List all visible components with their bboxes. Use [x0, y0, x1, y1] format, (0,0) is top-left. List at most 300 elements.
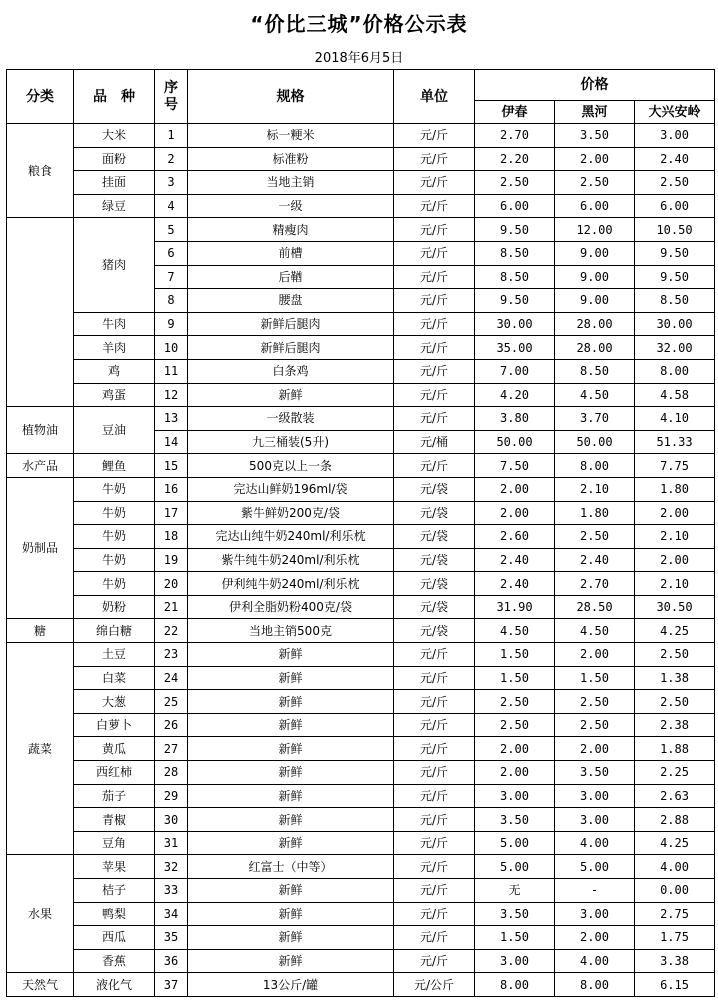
price-heihe-cell: 2.50 — [555, 525, 635, 549]
spec-cell: 红富士（中等） — [188, 855, 394, 879]
variety-cell: 牛肉 — [74, 312, 155, 336]
price-yichun-cell: 无 — [475, 879, 555, 903]
variety-cell: 青椒 — [74, 808, 155, 832]
price-heihe-cell: 9.00 — [555, 289, 635, 313]
price-yichun-cell: 8.50 — [475, 241, 555, 265]
seq-cell: 18 — [155, 525, 188, 549]
header-unit: 单位 — [394, 70, 475, 124]
price-daxinganling-cell: 2.88 — [635, 808, 715, 832]
price-heihe-cell: 2.70 — [555, 572, 635, 596]
unit-cell: 元/袋 — [394, 477, 475, 501]
seq-cell: 14 — [155, 430, 188, 454]
header-city-1: 伊春 — [475, 101, 555, 124]
spec-cell: 九三桶装(5升) — [188, 430, 394, 454]
price-heihe-cell: 4.00 — [555, 831, 635, 855]
price-daxinganling-cell: 6.00 — [635, 194, 715, 218]
variety-cell: 牛奶 — [74, 477, 155, 501]
price-heihe-cell: 3.00 — [555, 784, 635, 808]
page-title: “价比三城”价格公示表 — [250, 12, 468, 36]
price-yichun-cell: 31.90 — [475, 595, 555, 619]
variety-cell: 挂面 — [74, 171, 155, 195]
category-cell: 蔬菜 — [7, 643, 74, 855]
spec-cell: 新鲜 — [188, 643, 394, 667]
price-yichun-cell: 2.00 — [475, 477, 555, 501]
spec-cell: 新鲜 — [188, 949, 394, 973]
price-heihe-cell: 2.50 — [555, 713, 635, 737]
table-row — [7, 147, 715, 171]
price-heihe-cell: 2.50 — [555, 171, 635, 195]
price-daxinganling-cell: 2.50 — [635, 643, 715, 667]
price-heihe-cell: 6.00 — [555, 194, 635, 218]
price-yichun-cell: 2.70 — [475, 124, 555, 148]
unit-cell: 元/斤 — [394, 737, 475, 761]
unit-cell: 元/斤 — [394, 666, 475, 690]
price-daxinganling-cell: 51.33 — [635, 430, 715, 454]
seq-cell: 1 — [155, 124, 188, 148]
price-heihe-cell: 2.50 — [555, 690, 635, 714]
price-yichun-cell: 3.80 — [475, 407, 555, 431]
table-row — [7, 761, 715, 785]
seq-cell: 6 — [155, 241, 188, 265]
seq-cell: 34 — [155, 902, 188, 926]
price-heihe-cell: 50.00 — [555, 430, 635, 454]
spec-cell: 完达山鲜奶196ml/袋 — [188, 477, 394, 501]
table-row — [7, 737, 715, 761]
seq-cell: 31 — [155, 831, 188, 855]
price-daxinganling-cell: 2.00 — [635, 501, 715, 525]
unit-cell: 元/斤 — [394, 407, 475, 431]
seq-cell: 23 — [155, 643, 188, 667]
unit-cell: 元/斤 — [394, 312, 475, 336]
seq-cell: 22 — [155, 619, 188, 643]
variety-cell: 黄瓜 — [74, 737, 155, 761]
header-seq-text: 序 号 — [164, 80, 178, 113]
category-cell: 植物油 — [7, 407, 74, 454]
unit-cell: 元/斤 — [394, 808, 475, 832]
price-daxinganling-cell: 9.50 — [635, 265, 715, 289]
price-daxinganling-cell: 9.50 — [635, 241, 715, 265]
category-cell: 奶制品 — [7, 477, 74, 619]
price-daxinganling-cell: 7.75 — [635, 454, 715, 478]
table-row — [7, 383, 715, 407]
price-yichun-cell: 3.50 — [475, 902, 555, 926]
spec-cell: 500克以上一条 — [188, 454, 394, 478]
variety-cell: 白萝卜 — [74, 713, 155, 737]
variety-cell: 液化气 — [74, 973, 155, 997]
seq-cell: 10 — [155, 336, 188, 360]
price-daxinganling-cell: 2.00 — [635, 548, 715, 572]
seq-cell: 5 — [155, 218, 188, 242]
price-yichun-cell: 2.40 — [475, 548, 555, 572]
unit-cell: 元/袋 — [394, 501, 475, 525]
table-row — [7, 477, 715, 501]
seq-cell: 36 — [155, 949, 188, 973]
price-yichun-cell: 2.00 — [475, 501, 555, 525]
variety-cell: 白菜 — [74, 666, 155, 690]
price-heihe-cell: 3.50 — [555, 124, 635, 148]
seq-cell: 20 — [155, 572, 188, 596]
price-daxinganling-cell: 2.38 — [635, 713, 715, 737]
price-heihe-cell: 2.00 — [555, 147, 635, 171]
price-daxinganling-cell: 30.50 — [635, 595, 715, 619]
header-category: 分类 — [7, 70, 74, 124]
variety-cell: 大米 — [74, 124, 155, 148]
spec-cell: 新鲜 — [188, 690, 394, 714]
category-cell: 天然气 — [7, 973, 74, 997]
price-daxinganling-cell: 2.10 — [635, 525, 715, 549]
category-cell: 糖 — [7, 619, 74, 643]
variety-cell: 鸭梨 — [74, 902, 155, 926]
variety-cell: 牛奶 — [74, 548, 155, 572]
header-price: 价格 — [475, 70, 715, 101]
spec-cell: 后鞧 — [188, 265, 394, 289]
seq-cell: 32 — [155, 855, 188, 879]
seq-cell: 11 — [155, 359, 188, 383]
price-heihe-cell: 8.50 — [555, 359, 635, 383]
price-heihe-cell: 3.00 — [555, 902, 635, 926]
price-yichun-cell: 1.50 — [475, 643, 555, 667]
header-city-3: 大兴安岭 — [635, 101, 715, 124]
unit-cell: 元/斤 — [394, 784, 475, 808]
variety-cell: 猪肉 — [74, 218, 155, 312]
seq-cell: 9 — [155, 312, 188, 336]
spec-cell: 一级 — [188, 194, 394, 218]
price-daxinganling-cell: 3.38 — [635, 949, 715, 973]
table-row — [7, 666, 715, 690]
seq-cell: 15 — [155, 454, 188, 478]
seq-cell: 7 — [155, 265, 188, 289]
seq-cell: 12 — [155, 383, 188, 407]
unit-cell: 元/斤 — [394, 359, 475, 383]
price-yichun-cell: 2.50 — [475, 713, 555, 737]
spec-cell: 新鲜后腿肉 — [188, 312, 394, 336]
price-yichun-cell: 3.00 — [475, 949, 555, 973]
spec-cell: 前槽 — [188, 241, 394, 265]
seq-cell: 27 — [155, 737, 188, 761]
spec-cell: 完达山纯牛奶240ml/利乐枕 — [188, 525, 394, 549]
price-daxinganling-cell: 4.58 — [635, 383, 715, 407]
price-heihe-cell: 4.50 — [555, 383, 635, 407]
spec-cell: 新鲜 — [188, 808, 394, 832]
table-row — [7, 949, 715, 973]
price-daxinganling-cell: 1.75 — [635, 926, 715, 950]
price-yichun-cell: 9.50 — [475, 218, 555, 242]
price-yichun-cell: 8.00 — [475, 973, 555, 997]
price-yichun-cell: 5.00 — [475, 855, 555, 879]
price-heihe-cell: 3.50 — [555, 761, 635, 785]
spec-cell: 白条鸡 — [188, 359, 394, 383]
price-yichun-cell: 4.50 — [475, 619, 555, 643]
seq-cell: 30 — [155, 808, 188, 832]
price-yichun-cell: 2.00 — [475, 737, 555, 761]
price-daxinganling-cell: 4.00 — [635, 855, 715, 879]
price-heihe-cell: 3.00 — [555, 808, 635, 832]
category-cell: 水产品 — [7, 454, 74, 478]
table-row — [7, 407, 715, 431]
spec-cell: 标一粳米 — [188, 124, 394, 148]
price-heihe-cell: 4.00 — [555, 949, 635, 973]
category-cell: 水果 — [7, 855, 74, 973]
price-heihe-cell: - — [555, 879, 635, 903]
unit-cell: 元/斤 — [394, 241, 475, 265]
unit-cell: 元/斤 — [394, 949, 475, 973]
price-heihe-cell: 28.00 — [555, 312, 635, 336]
table-row — [7, 171, 715, 195]
table-row — [7, 336, 715, 360]
variety-cell: 绿豆 — [74, 194, 155, 218]
price-daxinganling-cell: 32.00 — [635, 336, 715, 360]
price-yichun-cell: 2.50 — [475, 690, 555, 714]
price-daxinganling-cell: 0.00 — [635, 879, 715, 903]
spec-cell: 新鲜 — [188, 737, 394, 761]
variety-cell: 土豆 — [74, 643, 155, 667]
table-row — [7, 548, 715, 572]
seq-cell: 19 — [155, 548, 188, 572]
price-heihe-cell: 2.00 — [555, 737, 635, 761]
header-seq — [155, 70, 188, 124]
spec-cell: 一级散装 — [188, 407, 394, 431]
variety-cell: 奶粉 — [74, 595, 155, 619]
unit-cell: 元/斤 — [394, 383, 475, 407]
variety-cell: 豆油 — [74, 407, 155, 454]
unit-cell: 元/斤 — [394, 147, 475, 171]
price-daxinganling-cell: 8.50 — [635, 289, 715, 313]
table-row — [7, 359, 715, 383]
price-yichun-cell: 9.50 — [475, 289, 555, 313]
unit-cell: 元/斤 — [394, 124, 475, 148]
price-yichun-cell: 3.50 — [475, 808, 555, 832]
price-daxinganling-cell: 8.00 — [635, 359, 715, 383]
price-heihe-cell: 4.50 — [555, 619, 635, 643]
variety-cell: 茄子 — [74, 784, 155, 808]
spec-cell: 新鲜 — [188, 784, 394, 808]
table-row — [7, 454, 715, 478]
table-row — [7, 595, 715, 619]
spec-cell: 伊利纯牛奶240ml/利乐枕 — [188, 572, 394, 596]
variety-cell: 苹果 — [74, 855, 155, 879]
variety-cell: 牛奶 — [74, 501, 155, 525]
table-row — [7, 831, 715, 855]
seq-cell: 4 — [155, 194, 188, 218]
price-yichun-cell: 3.00 — [475, 784, 555, 808]
seq-cell: 37 — [155, 973, 188, 997]
variety-cell: 牛奶 — [74, 525, 155, 549]
price-yichun-cell: 2.20 — [475, 147, 555, 171]
table-row — [7, 713, 715, 737]
variety-cell: 鸡 — [74, 359, 155, 383]
seq-cell: 25 — [155, 690, 188, 714]
seq-cell: 2 — [155, 147, 188, 171]
price-heihe-cell: 1.50 — [555, 666, 635, 690]
table-row — [7, 194, 715, 218]
price-heihe-cell: 2.40 — [555, 548, 635, 572]
unit-cell: 元/斤 — [394, 289, 475, 313]
header-spec: 规格 — [188, 70, 394, 124]
unit-cell: 元/桶 — [394, 430, 475, 454]
table-row — [7, 619, 715, 643]
spec-cell: 当地主销500克 — [188, 619, 394, 643]
price-yichun-cell: 1.50 — [475, 926, 555, 950]
price-heihe-cell: 9.00 — [555, 265, 635, 289]
variety-cell: 西红柿 — [74, 761, 155, 785]
unit-cell: 元/袋 — [394, 548, 475, 572]
price-daxinganling-cell: 10.50 — [635, 218, 715, 242]
unit-cell: 元/斤 — [394, 902, 475, 926]
variety-cell: 桔子 — [74, 879, 155, 903]
price-daxinganling-cell: 1.88 — [635, 737, 715, 761]
price-yichun-cell: 2.60 — [475, 525, 555, 549]
spec-cell: 新鲜 — [188, 879, 394, 903]
spec-cell: 标准粉 — [188, 147, 394, 171]
price-heihe-cell: 28.50 — [555, 595, 635, 619]
price-yichun-cell: 1.50 — [475, 666, 555, 690]
price-daxinganling-cell: 4.25 — [635, 831, 715, 855]
unit-cell: 元/斤 — [394, 879, 475, 903]
price-daxinganling-cell: 2.25 — [635, 761, 715, 785]
variety-cell: 西瓜 — [74, 926, 155, 950]
seq-cell: 29 — [155, 784, 188, 808]
unit-cell: 元/斤 — [394, 855, 475, 879]
price-daxinganling-cell: 2.40 — [635, 147, 715, 171]
variety-cell: 大葱 — [74, 690, 155, 714]
seq-cell: 33 — [155, 879, 188, 903]
price-yichun-cell: 2.50 — [475, 171, 555, 195]
price-heihe-cell: 8.00 — [555, 973, 635, 997]
price-yichun-cell: 2.00 — [475, 761, 555, 785]
price-daxinganling-cell: 3.00 — [635, 124, 715, 148]
price-yichun-cell: 4.20 — [475, 383, 555, 407]
price-daxinganling-cell: 6.15 — [635, 973, 715, 997]
price-daxinganling-cell: 1.38 — [635, 666, 715, 690]
price-heihe-cell: 8.00 — [555, 454, 635, 478]
price-heihe-cell: 28.00 — [555, 336, 635, 360]
seq-cell: 17 — [155, 501, 188, 525]
price-heihe-cell: 2.10 — [555, 477, 635, 501]
unit-cell: 元/斤 — [394, 643, 475, 667]
unit-cell: 元/斤 — [394, 218, 475, 242]
unit-cell: 元/斤 — [394, 265, 475, 289]
unit-cell: 元/斤 — [394, 713, 475, 737]
unit-cell: 元/袋 — [394, 525, 475, 549]
unit-cell: 元/斤 — [394, 171, 475, 195]
publish-date: 2018年6月5日 — [314, 51, 404, 66]
table-row — [7, 973, 715, 997]
table-row — [7, 784, 715, 808]
price-yichun-cell: 6.00 — [475, 194, 555, 218]
seq-cell: 8 — [155, 289, 188, 313]
header-variety: 品 种 — [74, 70, 155, 124]
table-row — [7, 312, 715, 336]
unit-cell: 元/斤 — [394, 831, 475, 855]
variety-cell: 香蕉 — [74, 949, 155, 973]
seq-cell: 35 — [155, 926, 188, 950]
price-table — [6, 69, 715, 997]
price-yichun-cell: 7.00 — [475, 359, 555, 383]
seq-cell: 16 — [155, 477, 188, 501]
spec-cell: 新鲜 — [188, 666, 394, 690]
spec-cell: 精瘦肉 — [188, 218, 394, 242]
spec-cell: 紫牛鲜奶200克/袋 — [188, 501, 394, 525]
category-cell — [7, 218, 74, 407]
price-heihe-cell: 2.00 — [555, 926, 635, 950]
spec-cell: 伊利全脂奶粉400克/袋 — [188, 595, 394, 619]
unit-cell: 元/斤 — [394, 194, 475, 218]
seq-cell: 24 — [155, 666, 188, 690]
price-heihe-cell: 12.00 — [555, 218, 635, 242]
price-heihe-cell: 1.80 — [555, 501, 635, 525]
spec-cell: 新鲜 — [188, 761, 394, 785]
price-yichun-cell: 7.50 — [475, 454, 555, 478]
price-yichun-cell: 30.00 — [475, 312, 555, 336]
spec-cell: 新鲜后腿肉 — [188, 336, 394, 360]
seq-cell: 28 — [155, 761, 188, 785]
variety-cell: 豆角 — [74, 831, 155, 855]
table-row — [7, 902, 715, 926]
price-daxinganling-cell: 4.10 — [635, 407, 715, 431]
price-yichun-cell: 5.00 — [475, 831, 555, 855]
table-row — [7, 926, 715, 950]
table-row — [7, 525, 715, 549]
unit-cell: 元/袋 — [394, 595, 475, 619]
price-daxinganling-cell: 2.75 — [635, 902, 715, 926]
spec-cell: 当地主销 — [188, 171, 394, 195]
price-heihe-cell: 3.70 — [555, 407, 635, 431]
variety-cell: 面粉 — [74, 147, 155, 171]
spec-cell: 新鲜 — [188, 902, 394, 926]
price-daxinganling-cell: 2.63 — [635, 784, 715, 808]
unit-cell: 元/袋 — [394, 572, 475, 596]
unit-cell: 元/斤 — [394, 454, 475, 478]
price-yichun-cell: 8.50 — [475, 265, 555, 289]
table-body — [7, 124, 715, 997]
unit-cell: 元/斤 — [394, 926, 475, 950]
spec-cell: 紫牛纯牛奶240ml/利乐枕 — [188, 548, 394, 572]
table-row — [7, 124, 715, 148]
table-header — [7, 70, 715, 124]
price-daxinganling-cell: 2.10 — [635, 572, 715, 596]
price-daxinganling-cell: 2.50 — [635, 171, 715, 195]
spec-cell: 新鲜 — [188, 926, 394, 950]
spec-cell: 腰盘 — [188, 289, 394, 313]
header-city-2: 黑河 — [555, 101, 635, 124]
price-daxinganling-cell: 30.00 — [635, 312, 715, 336]
table-row — [7, 572, 715, 596]
variety-cell: 绵白糖 — [74, 619, 155, 643]
table-row — [7, 855, 715, 879]
variety-cell: 牛奶 — [74, 572, 155, 596]
table-row — [7, 879, 715, 903]
unit-cell: 元/斤 — [394, 690, 475, 714]
price-heihe-cell: 5.00 — [555, 855, 635, 879]
seq-cell: 13 — [155, 407, 188, 431]
seq-cell: 26 — [155, 713, 188, 737]
seq-cell: 21 — [155, 595, 188, 619]
table-row — [7, 643, 715, 667]
unit-cell: 元/袋 — [394, 619, 475, 643]
table-row — [7, 218, 715, 242]
table-row — [7, 501, 715, 525]
variety-cell: 鸡蛋 — [74, 383, 155, 407]
unit-cell: 元/斤 — [394, 761, 475, 785]
spec-cell: 13公斤/罐 — [188, 973, 394, 997]
table-row — [7, 690, 715, 714]
price-daxinganling-cell: 1.80 — [635, 477, 715, 501]
spec-cell: 新鲜 — [188, 383, 394, 407]
seq-cell: 3 — [155, 171, 188, 195]
category-cell: 粮食 — [7, 124, 74, 218]
spec-cell: 新鲜 — [188, 713, 394, 737]
price-yichun-cell: 2.40 — [475, 572, 555, 596]
